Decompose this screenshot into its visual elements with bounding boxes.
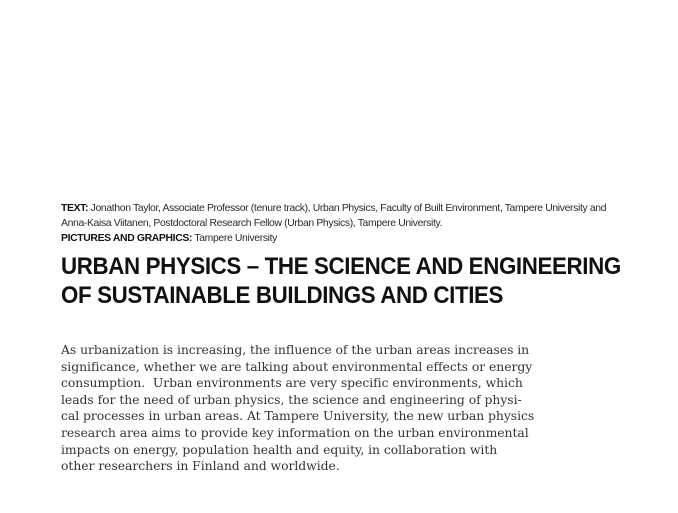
credits-text-line-1	[61, 201, 621, 216]
article-headline	[61, 252, 619, 310]
headline-line-2: OF SUSTAINABLE BUILDINGS AND CITIES	[61, 282, 504, 309]
body-line: leads for the need of urban physics, the science and engineering of physi-	[61, 391, 522, 407]
body-line: research area aims to provide key information on the urban environmental	[61, 424, 529, 440]
text-label: TEXT:	[61, 203, 89, 214]
authors-line-1: Jonathon Taylor, Associate Professor (tenure track), Urban Physics, Faculty of Built Environment, Tampere University and	[88, 203, 607, 214]
body-line: significance, whether we are talking about environmental effects or energy	[61, 358, 533, 374]
body-line: impacts on energy, population health and equity, in collaboration with	[61, 441, 498, 457]
pictures-value: Tampere University	[192, 233, 278, 244]
body-line: other researchers in Finland and worldwide.	[61, 458, 340, 474]
headline-line-1: URBAN PHYSICS – THE SCIENCE AND ENGINEERING	[61, 253, 621, 280]
article-body	[61, 342, 561, 475]
authors-line-2: Anna-Kaisa Viitanen, Postdoctoral Research Fellow (Urban Physics), Tampere University.	[61, 218, 443, 229]
credits-pictures-line	[61, 231, 621, 246]
article-credits	[61, 201, 621, 246]
body-line: consumption. Urban environments are very specific environments, which	[61, 375, 523, 391]
body-line: As urbanization is increasing, the influence of the urban areas increases in	[61, 342, 530, 357]
body-line: cal processes in urban areas. At Tampere University, the new urban physics	[61, 408, 535, 424]
pictures-label: PICTURES AND GRAPHICS:	[61, 233, 193, 244]
